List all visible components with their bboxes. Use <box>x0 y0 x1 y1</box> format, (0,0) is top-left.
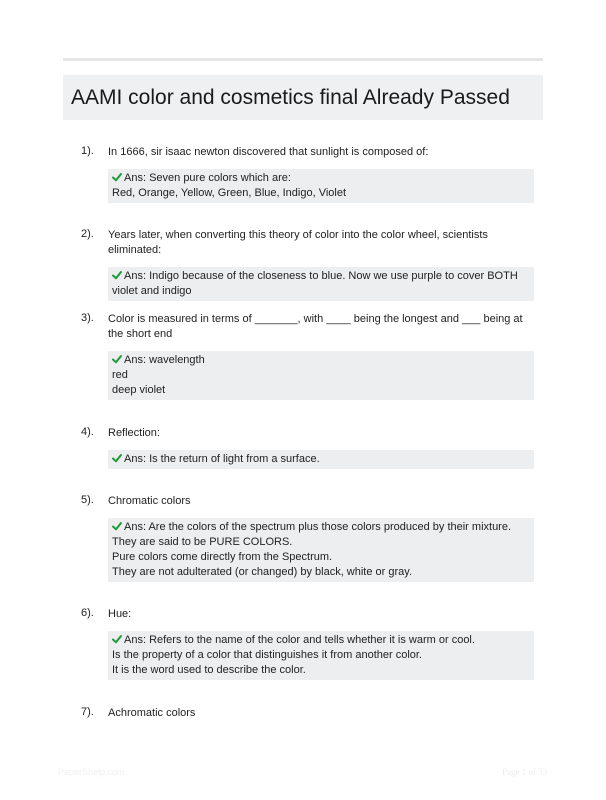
question-item <box>63 706 543 721</box>
question-text: In 1666, sir isaac newton discovered that sunlight is composed of: <box>108 146 429 158</box>
answer-line: Pure colors come directly from the Spectrum. <box>112 551 333 563</box>
answer-line: Ans: Are the colors of the spectrum plus those colors produced by their mixture. <box>112 520 534 535</box>
question-text: Chromatic colors <box>108 495 191 507</box>
question-item <box>63 312 543 400</box>
question-number: 4). <box>81 426 94 438</box>
answer-box <box>108 169 534 203</box>
footer-page-number: Page 1 of 33 <box>502 767 548 777</box>
question-number: 1). <box>81 145 94 157</box>
question-item <box>63 426 543 469</box>
footer-site-watermark: PaperShelp.com <box>58 767 125 777</box>
answer-line: violet and indigo <box>112 285 192 297</box>
answer-line: Ans: wavelength <box>112 353 534 368</box>
answer-box <box>108 351 534 400</box>
question-text: Years later, when converting this theory of color into the color wheel, scientists eliminated: <box>108 229 488 256</box>
answer-line: Ans: Seven pure colors which are: <box>112 171 534 186</box>
question-number: 3). <box>81 312 94 324</box>
answer-line: deep violet <box>112 384 166 396</box>
check-icon <box>112 172 122 182</box>
answer-line: It is the word used to describe the color. <box>112 664 306 676</box>
question-item <box>63 228 543 301</box>
top-divider <box>63 58 543 61</box>
question-text: Color is measured in terms of _______, with ____ being the longest and ___ being at the short end <box>108 313 523 340</box>
answer-line: Is the property of a color that distinguishes it from another color. <box>112 649 422 661</box>
answer-line: Ans: Refers to the name of the color and tells whether it is warm or cool. <box>112 633 534 648</box>
answer-line: Ans: Indigo because of the closeness to blue. Now we use purple to cover BOTH <box>112 269 534 284</box>
question-item <box>63 607 543 680</box>
question-text: Reflection: <box>108 427 160 439</box>
question-number: 2). <box>81 228 94 240</box>
question-item <box>63 494 543 582</box>
answer-box <box>108 631 534 680</box>
answer-box <box>108 267 534 301</box>
check-icon <box>112 354 122 364</box>
answer-line: red <box>112 369 128 381</box>
answer-line: They are not adulterated (or changed) by black, white or gray. <box>112 566 413 578</box>
question-text: Achromatic colors <box>108 707 196 719</box>
answer-box <box>108 518 534 582</box>
answer-line: Ans: Is the return of light from a surface. <box>112 452 534 467</box>
answer-line: They are said to be PURE COLORS. <box>112 536 293 548</box>
check-icon <box>112 270 122 280</box>
question-number: 7). <box>81 706 94 718</box>
question-text: Hue: <box>108 608 132 620</box>
answer-line: Red, Orange, Yellow, Green, Blue, Indigo, Violet <box>112 187 347 199</box>
question-number: 6). <box>81 607 94 619</box>
answer-box <box>108 450 534 469</box>
question-item <box>63 145 543 203</box>
question-number: 5). <box>81 494 94 506</box>
document-title: AAMI color and cosmetics final Already Passed <box>71 85 510 109</box>
title-banner <box>63 75 543 120</box>
check-icon <box>112 453 122 463</box>
check-icon <box>112 521 122 531</box>
check-icon <box>112 634 122 644</box>
